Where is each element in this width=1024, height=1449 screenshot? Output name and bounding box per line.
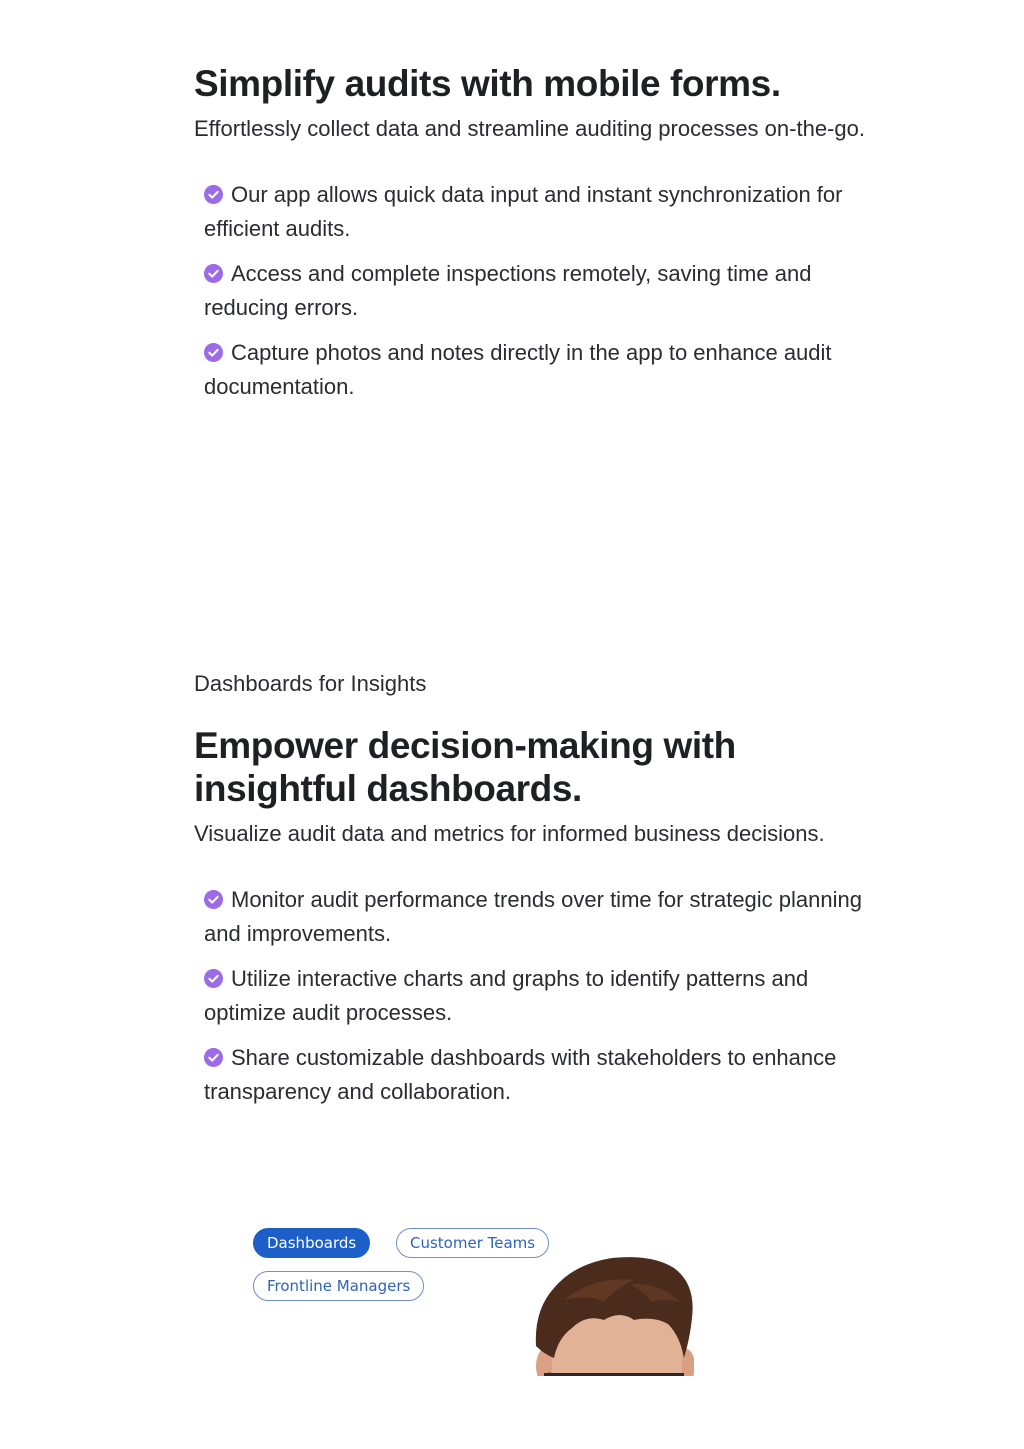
feature-item <box>204 257 874 325</box>
section-eyebrow: Dashboards for Insights <box>194 671 427 696</box>
feature-text: Utilize interactive charts and graphs to identify patterns and optimize audit processes. <box>204 966 809 1025</box>
check-circle-icon <box>204 1048 223 1067</box>
feature-text: Access and complete inspections remotely, saving time and reducing errors. <box>204 261 812 320</box>
feature-text: Share customizable dashboards with stakeholders to enhance transparency and collaboration. <box>204 1045 837 1104</box>
feature-item <box>204 962 874 1030</box>
dashboards-section <box>194 670 874 1120</box>
section-subtitle: Effortlessly collect data and streamline auditing processes on-the-go. <box>194 116 865 141</box>
section-subtitle: Visualize audit data and metrics for informed business decisions. <box>194 821 825 846</box>
check-circle-icon <box>204 343 223 362</box>
tag-frontline-managers[interactable]: Frontline Managers <box>253 1271 424 1301</box>
feature-text: Capture photos and notes directly in the app to enhance audit documentation. <box>204 340 832 399</box>
feature-item <box>204 336 874 404</box>
feature-item <box>204 178 874 246</box>
check-circle-icon <box>204 185 223 204</box>
feature-text: Our app allows quick data input and instant synchronization for efficient audits. <box>204 182 843 241</box>
feature-item <box>204 883 874 951</box>
tag-customer-teams[interactable]: Customer Teams <box>396 1228 549 1258</box>
feature-list <box>194 883 874 1109</box>
person-photo <box>534 1254 694 1376</box>
check-circle-icon <box>204 264 223 283</box>
check-circle-icon <box>204 969 223 988</box>
feature-list <box>194 178 874 404</box>
mobile-forms-section <box>194 62 874 415</box>
tag-dashboards[interactable]: Dashboards <box>253 1228 370 1258</box>
section-title: Empower decision-making with insightful dashboards. <box>194 725 736 809</box>
feature-text: Monitor audit performance trends over time for strategic planning and improvements. <box>204 887 862 946</box>
person-head-illustration <box>534 1254 694 1376</box>
section-title: Simplify audits with mobile forms. <box>194 63 781 104</box>
check-circle-icon <box>204 890 223 909</box>
feature-item <box>204 1041 874 1109</box>
